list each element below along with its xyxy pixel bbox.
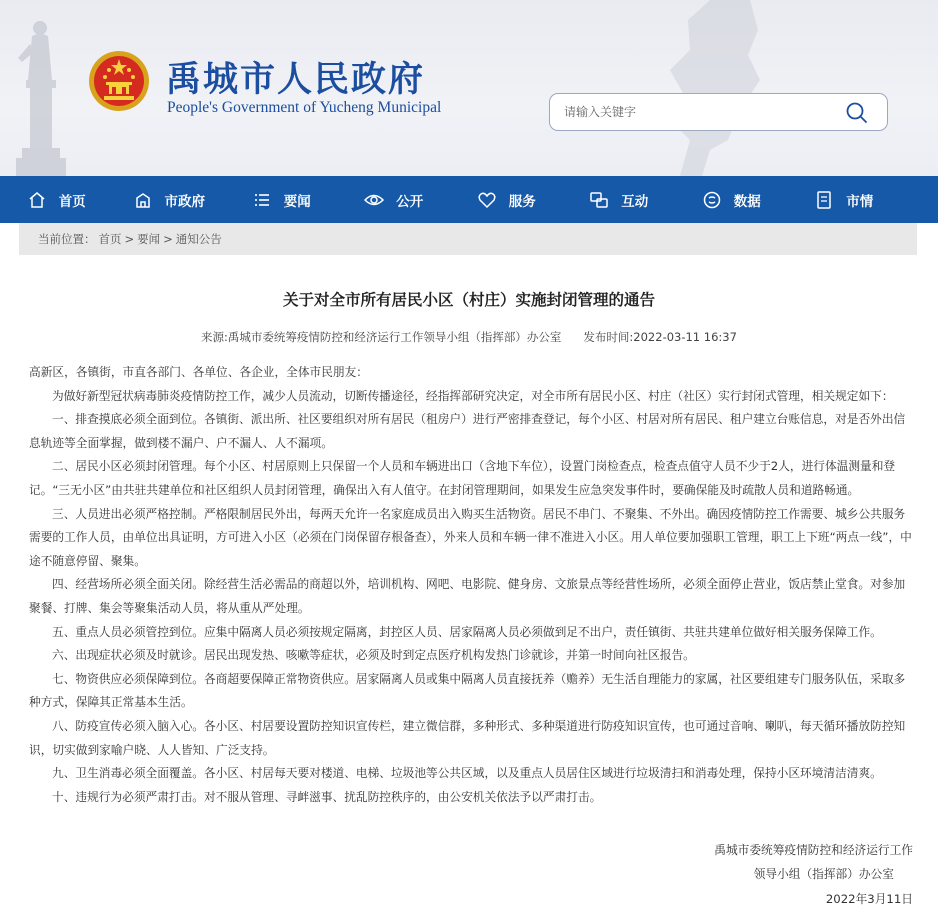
national-emblem-logo: [88, 50, 150, 112]
article-item-1: 一、排查摸底必须全面到位。各镇街、派出所、社区要组织对所有居民（租房户）进行严密排查登记，每个小区、村居对所有居民、租户建立台账信息，对是否外出信息轨迹等全面掌握，做到楼不漏户、户不漏人、人不漏项。: [29, 412, 906, 450]
article-meta: [0, 329, 938, 345]
interaction-icon: [589, 190, 609, 210]
statue-illustration: [12, 10, 72, 176]
search-icon[interactable]: [845, 101, 869, 125]
list-icon: [252, 190, 272, 210]
article-publish-time: 发布时间:2022-03-11 16:37: [583, 330, 737, 344]
article-item-3: 三、人员进出必须严格控制。严格限制居民外出，每两天允许一名家庭成员出入购买生活物资。居民不串门、不聚集、不外出。确因疫情防控工作需要、城乡公共服务需要的工作人员，由单位出具证明，方可进入小区（必须在门岗保留存根备查），外来人员和车辆一律不准进入小区。用人单位要加强职工管理，职工上下班“两点一线”，中途不随意停留、聚集。: [29, 506, 912, 568]
breadcrumb-news[interactable]: 要闻: [137, 232, 161, 246]
article-salutation: 高新区，各镇街，市直各部门、各单位、各企业，全体市民朋友：: [29, 365, 368, 379]
article-item-5: 五、重点人员必须管控到位。应集中隔离人员必须按规定隔离，封控区人员、居家隔离人员必须做到足不出户，责任镇街、共驻共建单位做好相关服务保障工作。: [52, 624, 882, 639]
nav-label: 市政府: [164, 193, 205, 210]
nav-item-data[interactable]: [675, 176, 788, 223]
nav-item-interaction[interactable]: [563, 176, 676, 223]
signature-org-line2: 领导小组（指挥部）办公室: [753, 867, 894, 881]
nav-label: 市情: [846, 193, 874, 210]
site-title: 禹城市人民政府: [166, 59, 426, 100]
article-title: 关于对全市所有居民小区（村庄）实施封闭管理的通告: [282, 291, 655, 309]
article-intro: 为做好新型冠状病毒肺炎疫情防控工作，减少人员流动，切断传播途径，经指挥部研究决定，对全市所有居民小区、村庄（社区）实行封闭式管理，相关规定如下：: [52, 388, 894, 403]
article-item-4: 四、经营场所必须全面关闭。除经营生活必需品的商超以外，培训机构、网吧、电影院、健身房、文旅景点等经营性场所，必须全面停止营业，饭店禁止堂食。对参加聚餐、打牌、集会等聚集活动人员，将从重从严处理。: [29, 577, 906, 615]
search-input[interactable]: [564, 102, 834, 122]
nav-item-home[interactable]: [0, 176, 113, 223]
breadcrumb-notices[interactable]: 通知公告: [175, 232, 222, 246]
data-icon: [702, 190, 722, 210]
article-source: 来源:禹城市委统筹疫情防控和经济运行工作领导小组（指挥部）办公室: [201, 330, 562, 344]
map-silhouette: [640, 0, 790, 176]
eye-icon: [364, 190, 384, 210]
article-item-7: 七、物资供应必须保障到位。各商超要保障正常物资供应。居家隔离人员或集中隔离人员直接抚养（赡养）无生活自理能力的家属，社区要组建专门服务队伍，采取多种方式，保障其正常基本生活。: [29, 671, 906, 710]
article-body: [29, 361, 915, 809]
nav-label: 公开: [396, 193, 424, 210]
nav-item-government[interactable]: [113, 176, 226, 223]
building-icon: [133, 190, 153, 210]
nav-item-city-info[interactable]: [788, 176, 901, 223]
nav-item-service[interactable]: [450, 176, 563, 223]
article-item-6: 六、出现症状必须及时就诊。居民出现发热、咳嗽等症状，必须及时到定点医疗机构发热门诊就诊，并第一时间向社区报告。: [52, 648, 695, 663]
breadcrumb-prefix: 当前位置：: [38, 232, 96, 246]
document-icon: [814, 190, 834, 210]
main-nav: [0, 176, 938, 223]
nav-label: 互动: [621, 193, 649, 210]
home-icon: [27, 190, 47, 210]
article-item-8: 八、防疫宣传必须入脑入心。各小区、村居要设置防控知识宣传栏，建立微信群，多种形式、多种渠道进行防疫知识宣传，也可通过音响、喇叭，每天循环播放防控知识，切实做到家喻户晓、人人皆知、广泛支持。: [29, 718, 906, 757]
signature-date: 2022年3月11日: [825, 892, 913, 906]
nav-item-news[interactable]: [225, 176, 338, 223]
signature-org-line1: 禹城市委统筹疫情防控和经济运行工作: [714, 843, 913, 857]
nav-label: 首页: [58, 193, 86, 210]
breadcrumb: [19, 223, 917, 255]
breadcrumb-home[interactable]: 首页: [98, 232, 122, 246]
article-item-10: 十、违规行为必须严肃打击。对不服从管理、寻衅滋事、扰乱防控秩序的，由公安机关依法予以严肃打击。: [52, 789, 602, 804]
article-item-2: 二、居民小区必须封闭管理。每个小区、村居原则上只保留一个人员和车辆进出口（含地下车位），设置门岗检查点，检查点值守人员不少于2人，进行体温测量和登记。“三无小区”由共驻共建单位和社区组织人员封闭管理，确保出入有人值守。在封闭管理期间，如果发生应急突发事件时，要确保能及时疏散人员和道路畅通。: [29, 459, 896, 497]
nav-label: 数据: [733, 193, 761, 210]
header-banner: [0, 0, 938, 176]
search-box: [549, 93, 888, 131]
site-subtitle: People's Government of Yucheng Municipal: [167, 99, 442, 116]
article-item-9: 九、卫生消毒必须全面覆盖。各小区、村居每天要对楼道、电梯、垃圾池等公共区域，以及重点人员居住区域进行垃圾清扫和消毒处理，保持小区环境清洁清爽。: [52, 766, 882, 781]
nav-label: 服务: [508, 193, 536, 210]
nav-item-public[interactable]: [338, 176, 451, 223]
breadcrumb-separator: >: [163, 232, 173, 246]
heart-icon: [477, 190, 497, 210]
breadcrumb-separator: >: [124, 232, 135, 246]
nav-label: 要闻: [283, 193, 311, 210]
